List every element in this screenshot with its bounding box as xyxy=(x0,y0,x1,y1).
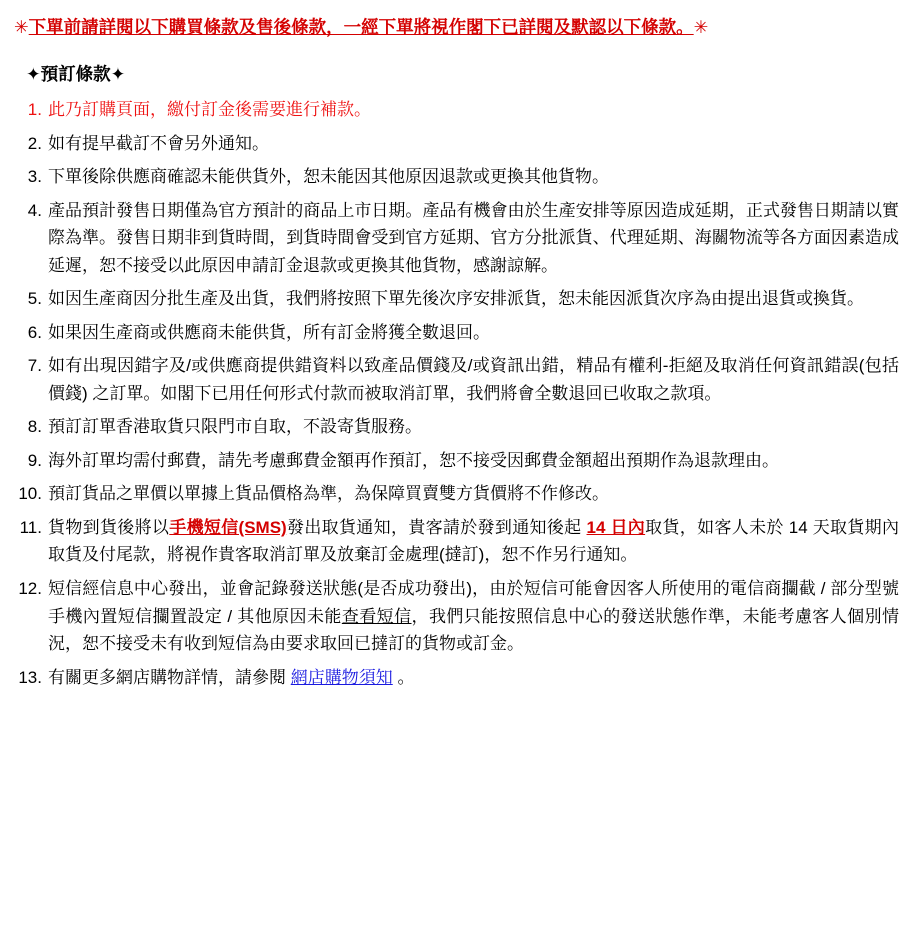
term-item xyxy=(14,575,899,658)
term-item xyxy=(14,480,899,508)
emphasis-underline: 查看短信 xyxy=(341,606,412,626)
term-text: 預訂訂單香港取貨只限門市自取，不設寄貨服務。 xyxy=(48,417,422,437)
term-text: 產品預計發售日期僅為官方預計的商品上市日期。產品有機會由於生產安排等原因造成延期，正式發售日期請以實際為準。發售日期非到貨時間，到貨時間會受到官方延期、官方分批派貨、代理延期、海關物流等各方面因素造成延遲，恕不接受以此原因申請訂金退款或更換其他貨物，感謝諒解。 xyxy=(48,200,899,275)
shopping-guide-link[interactable]: 網店購物須知 xyxy=(290,667,393,687)
term-item xyxy=(14,413,899,441)
term-text: 海外訂單均需付郵費，請先考慮郵費金額再作預訂，恕不接受因郵費金額超出預期作為退款理由。 xyxy=(48,450,779,470)
term-text: 取貨，如客人未於 14 天取貨期內取貨及付尾款，將視作貴客取消訂單及放棄訂金處理(撻訂)，恕不作另行通知。 xyxy=(48,517,899,565)
term-text: 有關更多網店購物詳情，請參閱 xyxy=(48,667,286,687)
term-item xyxy=(14,163,899,191)
term-item xyxy=(14,664,899,692)
terms-list xyxy=(14,96,899,691)
term-item xyxy=(14,285,899,313)
term-text: ，我們只能按照信息中心的發送狀態作準，未能考慮客人個別情況，恕不接受未有收到短信為由要求取回已撻訂的貨物或訂金。 xyxy=(48,606,900,654)
term-item xyxy=(14,447,899,475)
term-item xyxy=(14,197,899,280)
term-item xyxy=(14,319,899,347)
star-icon-left: ✳ xyxy=(14,17,29,37)
emphasis-red-underline: 手機短信(SMS) xyxy=(169,517,287,537)
header-notice xyxy=(14,14,899,39)
term-text: 此乃訂購頁面，繳付訂金後需要進行補款。 xyxy=(48,100,371,119)
term-item xyxy=(14,514,899,569)
term-text: 如因生產商因分批生產及出貨，我們將按照下單先後次序安排派貨，恕未能因派貨次序為由提出退貨或換貨。 xyxy=(48,289,864,309)
term-text: 預訂貨品之單價以單據上貨品價格為準，為保障買賣雙方貨價將不作修改。 xyxy=(48,484,609,504)
emphasis-red-underline: 14 日內 xyxy=(586,517,646,537)
star-icon-right: ✳ xyxy=(693,17,709,37)
section-title: ✦預訂條款✦ xyxy=(26,64,126,84)
term-text: 如有出現因錯字及/或供應商提供錯資料以致產品價錢及/或資訊出錯，精品有權利-拒絕及取消任何資訊錯誤(包括價錢) 之訂單。如閣下已用任何形式付款而被取消訂單，我們將會全數退回已收取之款項。 xyxy=(48,356,899,403)
term-text: 短信經信息中心發出，並會記錄發送狀態(是否成功發出)，由於短信可能會因客人所使用的電信商攔截 / 部分型號手機內置短信攔置設定 / 其他原因未能 xyxy=(48,578,899,626)
term-text: 發出取貨通知，貴客請於發到通知後起 xyxy=(286,517,587,537)
term-item xyxy=(14,352,899,407)
term-text: 下單後除供應商確認未能供貨外，恕未能因其他原因退款或更換其他貨物。 xyxy=(48,167,609,187)
header-notice-text: 下單前請詳閱以下購買條款及售後條款，一經下單將視作閣下已詳閱及默認以下條款。 xyxy=(28,17,694,37)
term-text: 如果因生產商或供應商未能供貨，所有訂金將獲全數退回。 xyxy=(48,322,490,342)
term-text: 貨物到貨後將以 xyxy=(48,517,170,537)
term-text: 如有提早截訂不會另外通知。 xyxy=(48,133,269,153)
term-item xyxy=(14,96,899,124)
term-text: 。 xyxy=(392,667,415,687)
term-item xyxy=(14,130,899,158)
